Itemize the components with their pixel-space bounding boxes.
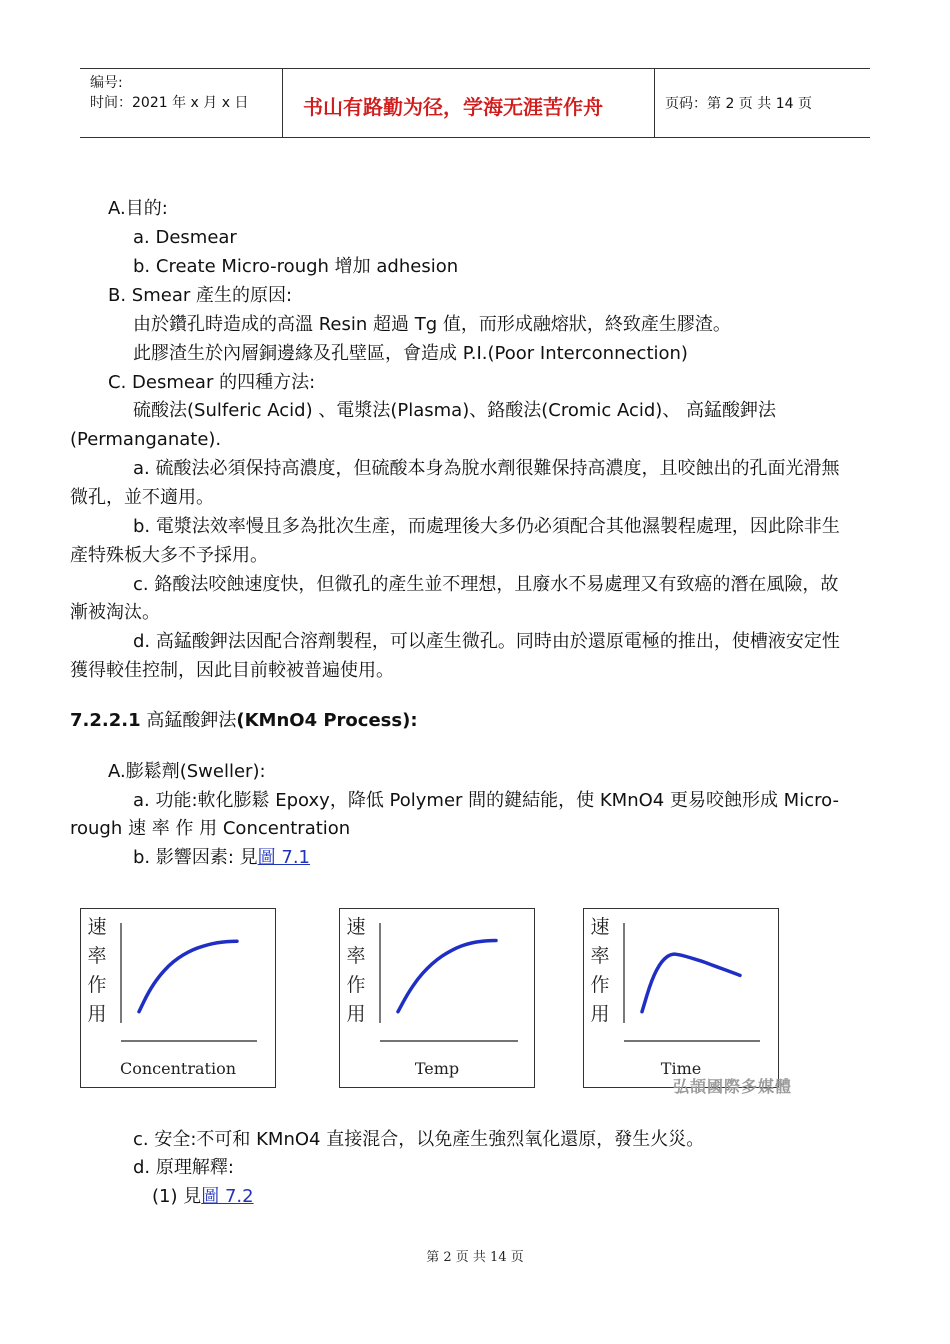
section-c-title: C. Desmear 的四種方法:: [108, 372, 316, 393]
principle-item-1: [152, 1185, 254, 1209]
series-line: [398, 941, 496, 1012]
page-footer: 第 2 页 共 14 页: [426, 1250, 524, 1265]
sweller-factors-text: b. 影響因素: 見: [133, 847, 258, 868]
section-c-b-line-2: 產特殊板大多不予採用。: [70, 545, 268, 566]
sweller-factors: [133, 846, 310, 870]
principle-item-1-text: (1) 見: [152, 1186, 202, 1207]
principle-title: d. 原理解釋:: [133, 1157, 234, 1178]
watermark: 弘頡國際多媒體: [673, 1077, 793, 1096]
y-label-char: 速: [590, 916, 610, 938]
section-heading-number: 7.2.2.1: [70, 710, 141, 731]
section-c-a-line-1: a. 硫酸法必須保持高濃度，但硫酸本身為脫水劑很難保持高濃度，且咬蝕出的孔面光滑無: [133, 458, 840, 479]
section-c-c-line-1: c. 鉻酸法咬蝕速度快，但微孔的產生並不理想，且廢水不易處理又有致癌的潛在風險，故: [133, 574, 839, 595]
chart-concentration: [80, 908, 276, 1088]
header-motto: 书山有路勤为径，学海无涯苦作舟: [303, 95, 603, 119]
section-heading: [70, 709, 418, 733]
header-motto-cell: [283, 69, 655, 137]
y-label-char: 用: [346, 1003, 366, 1025]
y-label-char: 作: [346, 974, 366, 996]
y-label-char: 率: [590, 945, 610, 967]
safety-note: c. 安全:不可和 KMnO4 直接混合，以免產生強烈氧化還原，發生火災。: [133, 1129, 705, 1150]
chart-x-label: Temp: [414, 1059, 460, 1078]
sweller-function-line-1: a. 功能:軟化膨鬆 Epoxy，降低 Polymer 間的鍵結能，使 KMnO4 更易咬蝕形成 Micro-: [133, 790, 839, 811]
header-number: 编号:: [90, 75, 123, 91]
section-heading-en: (KMnO4 Process):: [236, 710, 418, 731]
y-label-char: 率: [87, 945, 107, 967]
figure-7-2-link[interactable]: 圖 7.2: [201, 1186, 254, 1207]
section-b-line-2: 此膠渣生於內層銅邊緣及孔壁區，會造成 P.I.(Poor Interconnection): [133, 343, 688, 364]
chart-temp: [339, 908, 535, 1088]
chart-x-label: Concentration: [119, 1059, 236, 1078]
section-a-title: A.目的:: [108, 198, 168, 219]
y-label-char: 作: [87, 974, 107, 996]
header-page-number: 页码：第 2 页 共 14 页: [665, 96, 812, 112]
page-header: [80, 68, 870, 138]
section-heading-cn: 高錳酸鉀法: [146, 710, 237, 731]
section-c-intro-1: 硫酸法(Sulferic Acid) 、電漿法(Plasma)、鉻酸法(Cromic Acid)、 高錳酸鉀法: [133, 400, 777, 421]
sweller-title: A.膨鬆劑(Sweller):: [108, 761, 266, 782]
section-b-title: B. Smear 產生的原因:: [108, 285, 293, 306]
section-a-item-1: a. Desmear: [133, 227, 237, 248]
header-meta: [80, 69, 283, 137]
section-c-d-line-2: 獲得較佳控制，因此目前較被普遍使用。: [70, 660, 394, 681]
y-label-char: 用: [87, 1003, 107, 1025]
y-label-char: 用: [590, 1003, 610, 1025]
chart-time: [583, 908, 779, 1088]
series-line: [139, 941, 237, 1012]
y-label-char: 速: [346, 916, 366, 938]
y-label-char: 作: [590, 974, 610, 996]
section-b-line-1: 由於鑽孔時造成的高溫 Resin 超過 Tg 值，而形成融熔狀，終致產生膠渣。: [133, 314, 731, 335]
figure-7-1-link[interactable]: 圖 7.1: [257, 847, 311, 868]
section-c-c-line-2: 漸被淘汰。: [70, 602, 160, 623]
y-label-char: 率: [346, 945, 366, 967]
section-c-b-line-1: b. 電漿法效率慢且多為批次生產，而處理後大多仍必須配合其他濕製程處理，因此除非生: [133, 516, 840, 537]
section-a-item-2: b. Create Micro-rough 增加 adhesion: [133, 256, 459, 277]
series-line: [642, 954, 740, 1012]
section-c-intro-2: (Permanganate).: [70, 429, 222, 450]
header-date: 时间：2021 年 x 月 x 日: [90, 95, 249, 111]
section-c-d-line-1: d. 高錳酸鉀法因配合溶劑製程，可以產生微孔。同時由於還原電極的推出，使槽液安定性: [133, 631, 840, 652]
section-c-a-line-2: 微孔，並不適用。: [70, 487, 214, 508]
chart-x-label: Time: [660, 1059, 702, 1078]
header-page-cell: [655, 69, 870, 137]
sweller-function-line-2: rough 速 率 作 用 Concentration: [70, 818, 351, 839]
y-label-char: 速: [87, 916, 107, 938]
